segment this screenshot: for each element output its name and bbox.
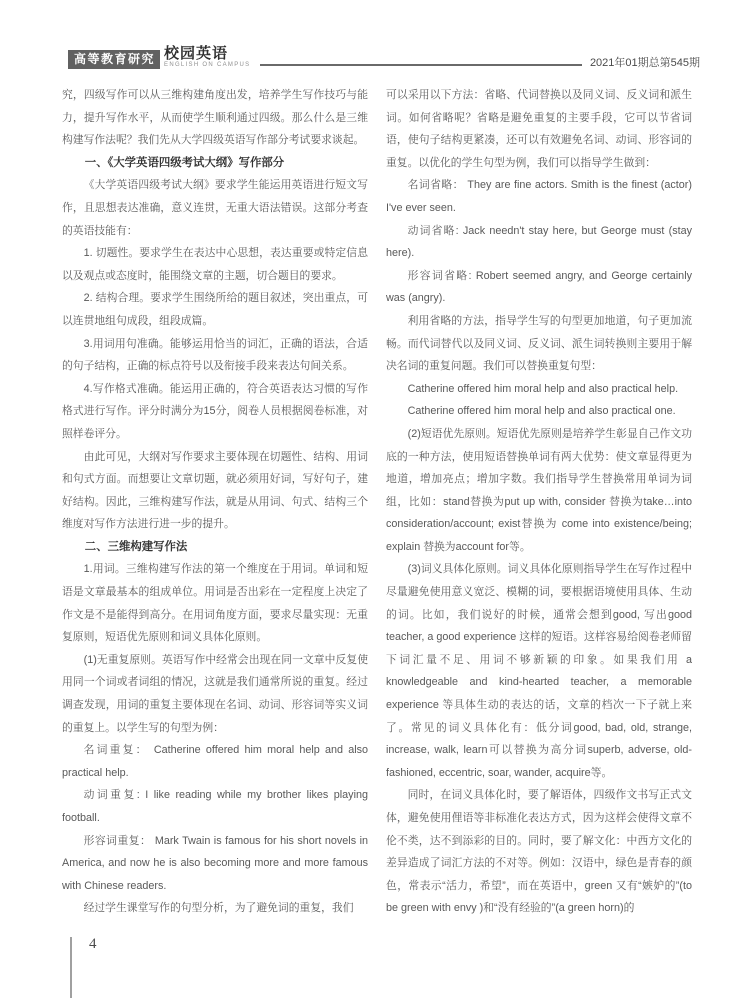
paragraph: 1. 切题性。要求学生在表达中心思想，表达重要或特定信息以及观点或态度时，能围绕文章的主题，切合题目的要求。 <box>62 247 368 282</box>
paragraph: 形容词重复： Mark Twain is famous for his short novels in America, and now he is also becoming more and more famous with Chinese readers. <box>62 834 368 892</box>
paragraph: 究，四级写作可以从三维构建角度出发，培养学生写作技巧与能力，提升写作水平，从而使学生顺利通过四级。那么什么是三维构建写作法呢？我们先从大学四级英语写作部分考试要求谈起。 <box>62 89 368 147</box>
paragraph: 名词省略： They are fine actors. Smith is the finest (actor) I've ever seen. <box>386 179 692 214</box>
journal-logo <box>164 46 250 69</box>
footer-divider <box>70 937 72 998</box>
section-heading: 一、《大学英语四级考试大纲》写作部分 <box>84 156 285 169</box>
paragraph: (1)无重复原则。英语写作中经常会出现在同一文章中反复使用同一个词或者词组的情况，这就是我们通常所说的重复。经过调查发现，用词的重复主要体现在名词、动词、形容词等实义词的重复上。以学生写的句型为例： <box>62 653 368 734</box>
paragraph: 形容词省略: Robert seemed angry, and George certainly was (angry). <box>386 269 692 305</box>
paragraph: 2. 结构合理。要求学生围绕所给的题目叙述，突出重点，可以连贯地组句成段，组段成篇。 <box>62 292 368 327</box>
paragraph: 同时，在词义具体化时，要了解语体，四级作文书写正式文体，避免使用俚语等非标准化表达方式，因为这样会使得文章不伦不类，达不到添彩的目的。同时，要了解文化：中西方文化的差异造成了词汇方法的不对等。例如：汉语中，绿色是青春的颜色，常表示“活力，希望”，而在英语中，green 又有“嫉妒的”(to be green with envy )和“没有经验的”(a green horn)的 <box>386 789 692 915</box>
paragraph: 动词重复: I like reading while my brother likes playing football. <box>62 789 368 824</box>
journal-name: 校园英语 <box>164 45 229 62</box>
paragraph: 由此可见，大纲对写作要求主要体现在切题性、结构、用词和句式方面。而想要让文章切题，就必须用好词，写好句子，建好结构。因此，三维构建写作法，就是从用词、句式、结构三个维度对写作方法进行进一步的提升。 <box>62 450 368 531</box>
paragraph: 经过学生课堂写作的句型分析，为了避免词的重复，我们 <box>83 902 354 915</box>
article-body <box>62 84 692 920</box>
journal-name-en: ENGLISH ON CAMPUS <box>164 62 251 68</box>
article-column-left <box>62 84 368 920</box>
section-heading: 二、三维构建写作法 <box>84 540 188 553</box>
paragraph: 4.写作格式准确。能运用正确的，符合英语表达习惯的写作格式进行写作。评分时满分为15分，阅卷人员根据阅卷标准，对照样卷评分。 <box>62 382 368 440</box>
paragraph: 利用省略的方法，指导学生写的句型更加地道，句子更加流畅。而代词替代以及同义词、反义词、派生词转换则主要用于解决名词的重复问题。我们可以替换重复句型： <box>386 314 692 373</box>
paragraph: 1.用词。三维构建写作法的第一个维度在于用词。单词和短语是文章最基本的组成单位。用词是否出彩在一定程度上决定了作文是不是能得到高分。在用词角度方面，要求尽量实现：无重复原则，短语优先原则和词义具体化原则。 <box>62 563 368 644</box>
paragraph: 可以采用以下方法：省略、代词替换以及同义词、反义词和派生词。如何省略呢？省略是避免重复的主要手段，它可以节省词语，使句子结构更紧凑，还可以有效避免名词、动词、形容词的重复。以优化的学生句型为例，我们可以指导学生做到： <box>386 89 692 169</box>
article-column-right <box>386 84 692 920</box>
page-header <box>68 46 700 69</box>
page-number: 4 <box>89 936 97 952</box>
header-divider <box>260 64 581 66</box>
paragraph: 《大学英语四级考试大纲》要求学生能运用英语进行短文写作，且思想表达准确，意义连贯，无重大语法错误。这部分考查的英语技能有： <box>62 179 368 237</box>
issue-info: 2021年01期总第545期 <box>589 57 700 69</box>
paragraph: 名词重复： Catherine offered him moral help and also practical help. <box>62 744 368 779</box>
paragraph: 3.用词用句准确。能够运用恰当的词汇，正确的语法，合适的句子结构，正确的标点符号以及衔接手段来表达句间关系。 <box>62 337 368 373</box>
paragraph: 动词省略: Jack needn't stay here, but George must (stay here). <box>386 224 692 260</box>
paragraph: (2)短语优先原则。短语优先原则是培养学生彰显自己作文功底的一种方法，使用短语替换单词有两大优势：使文章显得更为地道，增加亮点；增加字数。我们指导学生替换常用单词为词组，比如：stand替换为put up with, consider 替换为take…into consideration/account; exist替换为 come into existence/being; explain 替换为account for等。 <box>386 427 692 553</box>
paragraph: (3)词义具体化原则。词义具体化原则指导学生在写作过程中尽量避免使用意义宽泛、模糊的词，要根据语境使用具体、生动的词。比如，我们说好的时候，通常会想到good, 写出good teacher, a good experience 这样的短语。这样容易给阅卷老师留下词汇量不足、用词不够新颖的印象。如果我们用 a knowledgeable and kind-hearted teacher, a memorable experience 等具体生动的表达的话，文章的档次一下子就上来了。常见的词义具体化有：低分词good, bad, old, strange, increase, walk, learn可以替换为高分词superb, adverse, old-fashioned, eccentric, soar, wander, acquire等。 <box>386 563 693 779</box>
paragraph: Catherine offered him moral help and also practical help. <box>407 382 679 395</box>
paragraph: Catherine offered him moral help and also practical one. <box>407 405 676 418</box>
section-badge: 高等教育研究 <box>68 50 160 69</box>
